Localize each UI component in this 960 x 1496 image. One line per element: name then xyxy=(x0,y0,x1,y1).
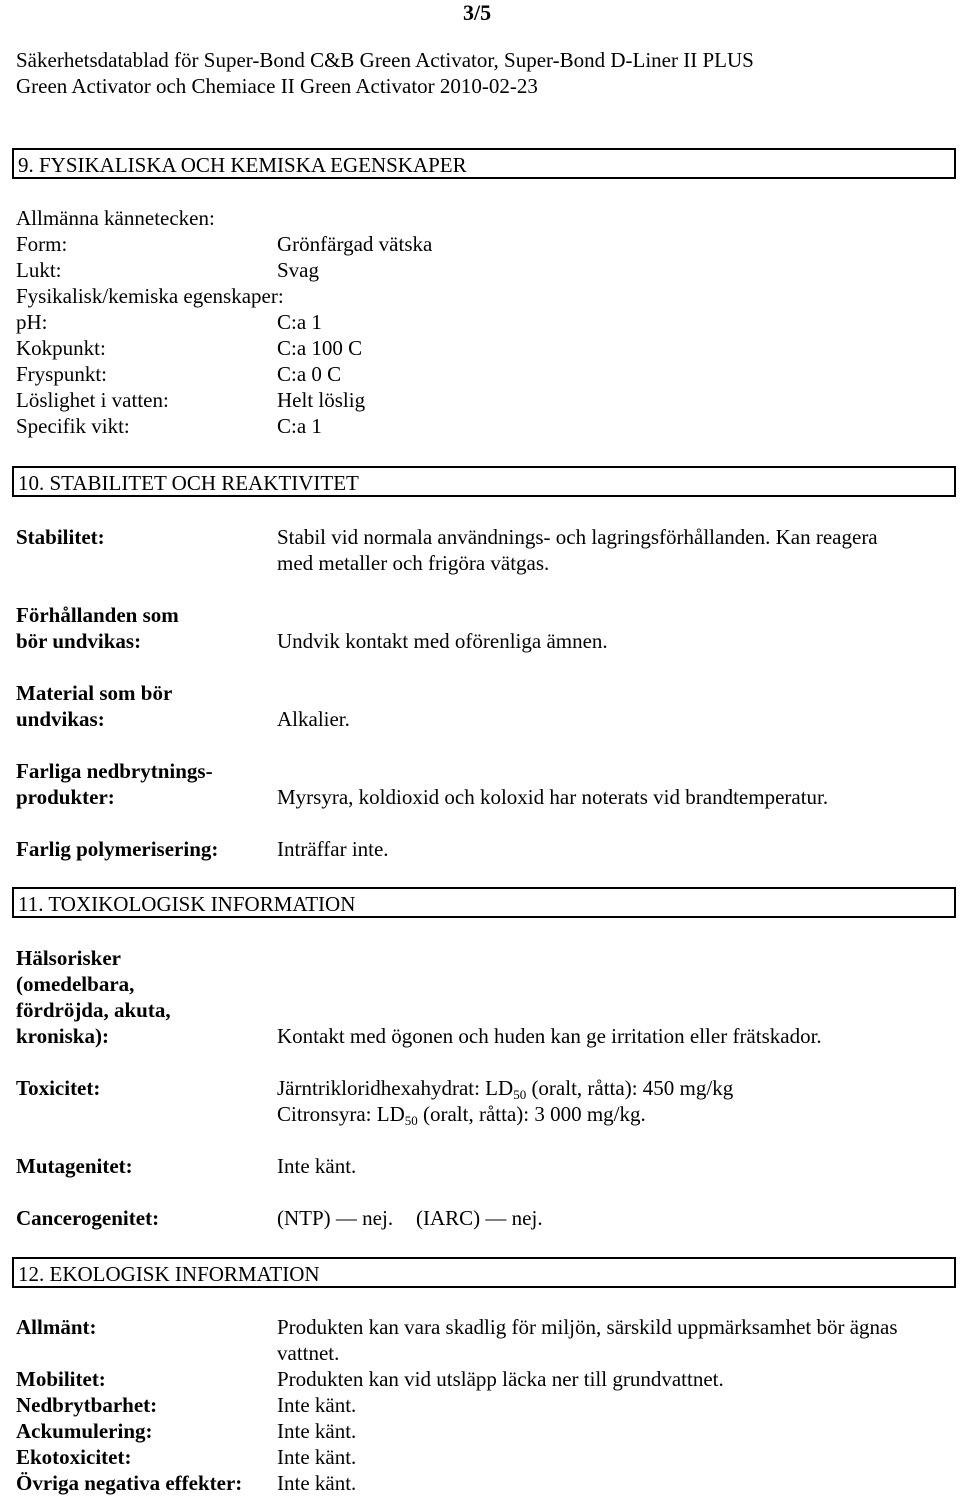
stability-value-line-1: Stabil vid normala användnings- och lagringsförhållanden. Kan reagera xyxy=(277,525,878,549)
other-effects-value: Inte känt. xyxy=(277,1471,357,1495)
section-11-title: 11. TOXIKOLOGISK INFORMATION xyxy=(18,892,356,916)
other-effects-label: Övriga negativa effekter: xyxy=(16,1471,243,1495)
mutagenicity-label: Mutagenitet: xyxy=(16,1154,133,1178)
document-title-line-2: Green Activator och Chemiace II Green Activator 2010-02-23 xyxy=(16,74,538,98)
polymerization-label: Farlig polymerisering: xyxy=(16,837,219,861)
ph-value: C:a 1 xyxy=(277,310,322,334)
freezing-point-label: Fryspunkt: xyxy=(16,362,108,386)
toxicity-value-line-2 xyxy=(277,1101,646,1127)
section-12-header xyxy=(12,1257,956,1288)
accumulation-label: Ackumulering: xyxy=(16,1419,153,1443)
ph-label: pH: xyxy=(16,310,48,334)
ecotoxicity-value: Inte känt. xyxy=(277,1445,357,1469)
health-risks-value: Kontakt med ögonen och huden kan ge irritation eller frätskador. xyxy=(277,1024,822,1048)
mobility-value: Produkten kan vid utsläpp läcka ner till grundvattnet. xyxy=(277,1367,724,1391)
stability-label: Stabilitet: xyxy=(16,525,105,549)
conditions-to-avoid-value: Undvik kontakt med oförenliga ämnen. xyxy=(277,629,608,653)
materials-to-avoid-label-1: Material som bör xyxy=(16,681,173,705)
toxicity-value-line-1 xyxy=(277,1075,733,1101)
toxicity-label: Toxicitet: xyxy=(16,1076,101,1100)
boiling-point-label: Kokpunkt: xyxy=(16,336,106,360)
conditions-to-avoid-label-1: Förhållanden som xyxy=(16,603,179,627)
section-10-title: 10. STABILITET OCH REAKTIVITET xyxy=(18,471,359,495)
document-title-line-1: Säkerhetsdatablad för Super-Bond C&B Green Activator, Super-Bond D-Liner II PLUS xyxy=(16,48,754,72)
toxicity-2-text: Citronsyra: LD xyxy=(277,1102,405,1126)
section-9-header xyxy=(12,148,956,179)
carcinogenicity-iarc-value: (IARC) — nej. xyxy=(416,1206,543,1230)
page-number: 3/5 xyxy=(463,0,492,25)
decomposition-products-label-2: produkter: xyxy=(16,785,115,809)
conditions-to-avoid-label-2: bör undvikas: xyxy=(16,629,142,653)
stability-value-line-2: med metaller och frigöra vätgas. xyxy=(277,551,550,575)
specific-gravity-value: C:a 1 xyxy=(277,414,322,438)
specific-gravity-label: Specifik vikt: xyxy=(16,414,130,438)
degradability-value: Inte känt. xyxy=(277,1393,357,1417)
general-eco-value-line-1: Produkten kan vara skadlig för miljön, särskild uppmärksamhet bör ägnas xyxy=(277,1315,898,1339)
general-characteristics-heading: Allmänna kännetecken: xyxy=(16,206,215,230)
general-eco-value-line-2: vattnet. xyxy=(277,1341,340,1365)
materials-to-avoid-value: Alkalier. xyxy=(277,707,350,731)
section-11-header xyxy=(12,887,956,918)
health-risks-label-4: kroniska): xyxy=(16,1024,109,1048)
polymerization-value: Inträffar inte. xyxy=(277,837,389,861)
section-9-title: 9. FYSIKALISKA OCH KEMISKA EGENSKAPER xyxy=(18,153,467,177)
form-value: Grönfärgad vätska xyxy=(277,232,433,256)
toxicity-1-subscript: 50 xyxy=(513,1087,527,1102)
degradability-label: Nedbrytbarhet: xyxy=(16,1393,158,1417)
toxicity-1-rest: (oralt, råtta): 450 mg/kg xyxy=(526,1076,734,1100)
mutagenicity-value: Inte känt. xyxy=(277,1154,357,1178)
accumulation-value: Inte känt. xyxy=(277,1419,357,1443)
materials-to-avoid-label-2: undvikas: xyxy=(16,707,105,731)
health-risks-label-3: fördröjda, akuta, xyxy=(16,998,171,1022)
section-12-title: 12. EKOLOGISK INFORMATION xyxy=(18,1262,320,1286)
health-risks-label-1: Hälsorisker xyxy=(16,946,121,970)
odor-value: Svag xyxy=(277,258,319,282)
mobility-label: Mobilitet: xyxy=(16,1367,106,1391)
freezing-point-value: C:a 0 C xyxy=(277,362,342,386)
odor-label: Lukt: xyxy=(16,258,62,282)
toxicity-2-rest: (oralt, råtta): 3 000 mg/kg. xyxy=(417,1102,646,1126)
general-eco-label: Allmänt: xyxy=(16,1315,97,1339)
health-risks-label-2: (omedelbara, xyxy=(16,972,135,996)
section-10-header xyxy=(12,466,956,497)
carcinogenicity-label: Cancerogenitet: xyxy=(16,1206,160,1230)
form-label: Form: xyxy=(16,232,68,256)
carcinogenicity-ntp-value: (NTP) — nej. xyxy=(277,1206,394,1230)
toxicity-1-text: Järntrikloridhexahydrat: LD xyxy=(277,1076,514,1100)
properties-heading: Fysikalisk/kemiska egenskaper: xyxy=(16,284,284,308)
solubility-value: Helt löslig xyxy=(277,388,366,412)
decomposition-products-label-1: Farliga nedbrytnings- xyxy=(16,759,213,783)
boiling-point-value: C:a 100 C xyxy=(277,336,363,360)
solubility-label: Löslighet i vatten: xyxy=(16,388,169,412)
toxicity-2-subscript: 50 xyxy=(404,1113,418,1128)
ecotoxicity-label: Ekotoxicitet: xyxy=(16,1445,132,1469)
decomposition-products-value: Myrsyra, koldioxid och koloxid har noterats vid brandtemperatur. xyxy=(277,785,829,809)
